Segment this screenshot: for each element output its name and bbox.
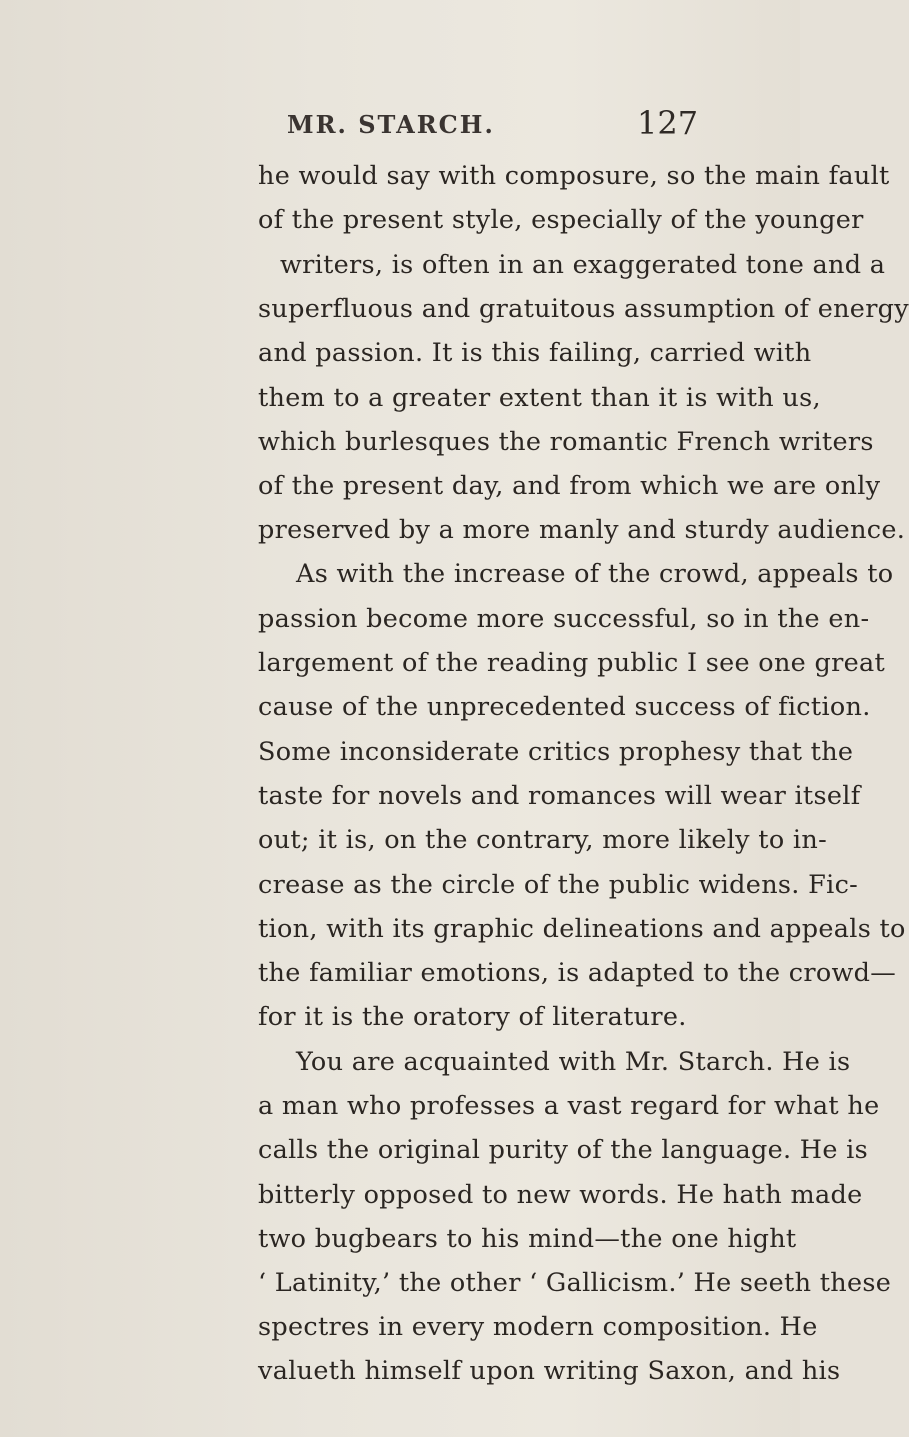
page-header: [0, 104, 800, 144]
text-line: You are acquainted with Mr. Starch. He is: [296, 1047, 851, 1077]
text-line: of the present day, and from which we are only: [258, 471, 881, 501]
text-line: a man who professes a vast regard for what he: [258, 1091, 880, 1121]
text-line: he would say with composure, so the main fault: [258, 161, 890, 191]
text-line: Some inconsiderate critics prophesy that the: [258, 737, 854, 767]
text-line: the familiar emotions, is adapted to the crowd—: [258, 958, 897, 988]
text-line: out; it is, on the contrary, more likely to in-: [258, 825, 827, 855]
text-line: largement of the reading public I see one great: [258, 648, 886, 678]
text-line: for it is the oratory of literature.: [258, 1002, 687, 1032]
text-line: which burlesques the romantic French writers: [258, 427, 874, 457]
text-line: writers, is often in an exaggerated tone and a: [280, 250, 886, 280]
text-line: two bugbears to his mind—the one hight: [258, 1224, 797, 1254]
text-line: valueth himself upon writing Saxon, and his: [258, 1356, 841, 1386]
text-line: and passion. It is this failing, carried with: [258, 338, 812, 368]
text-line: them to a greater extent than it is with us,: [258, 383, 821, 413]
text-line: bitterly opposed to new words. He hath made: [258, 1180, 863, 1210]
text-line: spectres in every modern composition. He: [258, 1312, 818, 1342]
text-line: ‘ Latinity,’ the other ‘ Gallicism.’ He seeth these: [258, 1268, 892, 1298]
text-line: As with the increase of the crowd, appeals to: [296, 559, 894, 589]
text-line: passion become more successful, so in the en-: [258, 604, 870, 634]
text-line: superfluous and gratuitous assumption of energy: [258, 294, 909, 324]
page-number: 127: [637, 104, 699, 142]
text-line: taste for novels and romances will wear itself: [258, 781, 861, 811]
text-line: calls the original purity of the language. He is: [258, 1135, 868, 1165]
text-line: preserved by a more manly and sturdy audience.: [258, 515, 906, 545]
text-line: tion, with its graphic delineations and appeals to: [258, 914, 906, 944]
running-head: MR. STARCH.: [287, 110, 495, 139]
text-line: crease as the circle of the public widens. Fic-: [258, 870, 859, 900]
text-line: of the present style, especially of the younger: [258, 205, 864, 235]
text-line: cause of the unprecedented success of fiction.: [258, 692, 871, 722]
